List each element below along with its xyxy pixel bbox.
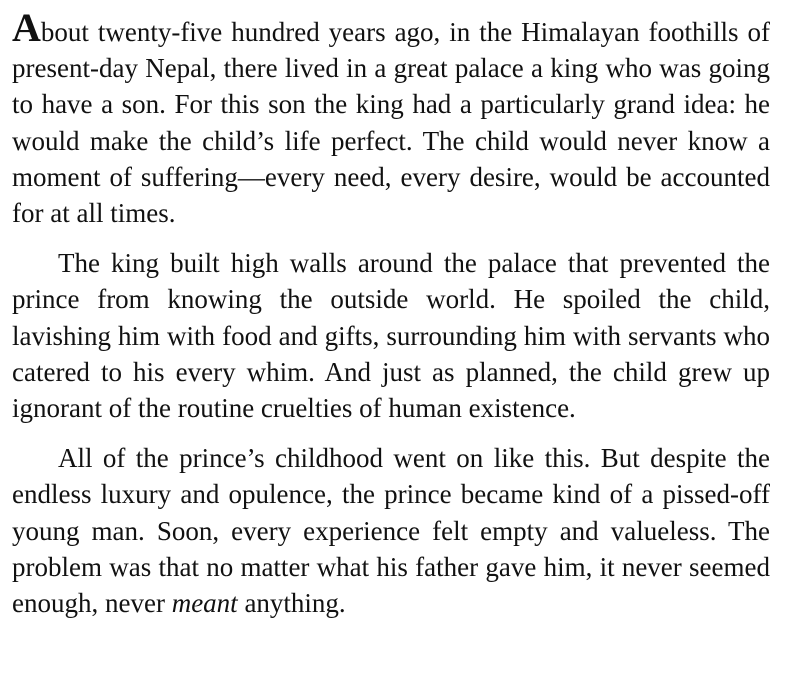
emphasized-word: meant: [171, 588, 238, 619]
paragraph-1: [12, 5, 770, 231]
paragraph-3: [12, 440, 770, 621]
paragraph-1-text: bout twenty-five hundred years ago, in the Himalayan foothills of present-day Nepal, there lived in a great palace a king who was going to have a son. For this son the king had a particularly grand idea: he would make the child’s life perfect. The child would never know a moment of suffering—every need, every desire, would be accounted for at all times.: [12, 17, 770, 229]
document-page: [12, 5, 770, 621]
drop-cap-initial: A: [12, 5, 41, 50]
paragraph-2-text: The king built high walls around the palace that prevented the prince from knowing the outside world. He spoiled the child, lavishing him with food and gifts, surrounding him with servants who catered to his every whim. And just as planned, the child grew up ignorant of the routine cruelties of human existence.: [12, 248, 770, 424]
paragraph-2: [12, 245, 770, 426]
paragraph-3-text-before: All of the prince’s childhood went on like this. But despite the endless luxury and opulence, the prince became kind of a pissed-off young man. Soon, every experience felt empty and valueless. The problem was that no matter what his father gave him, it never seemed enough, never: [12, 443, 770, 619]
paragraph-3-text-after: anything.: [237, 588, 346, 619]
